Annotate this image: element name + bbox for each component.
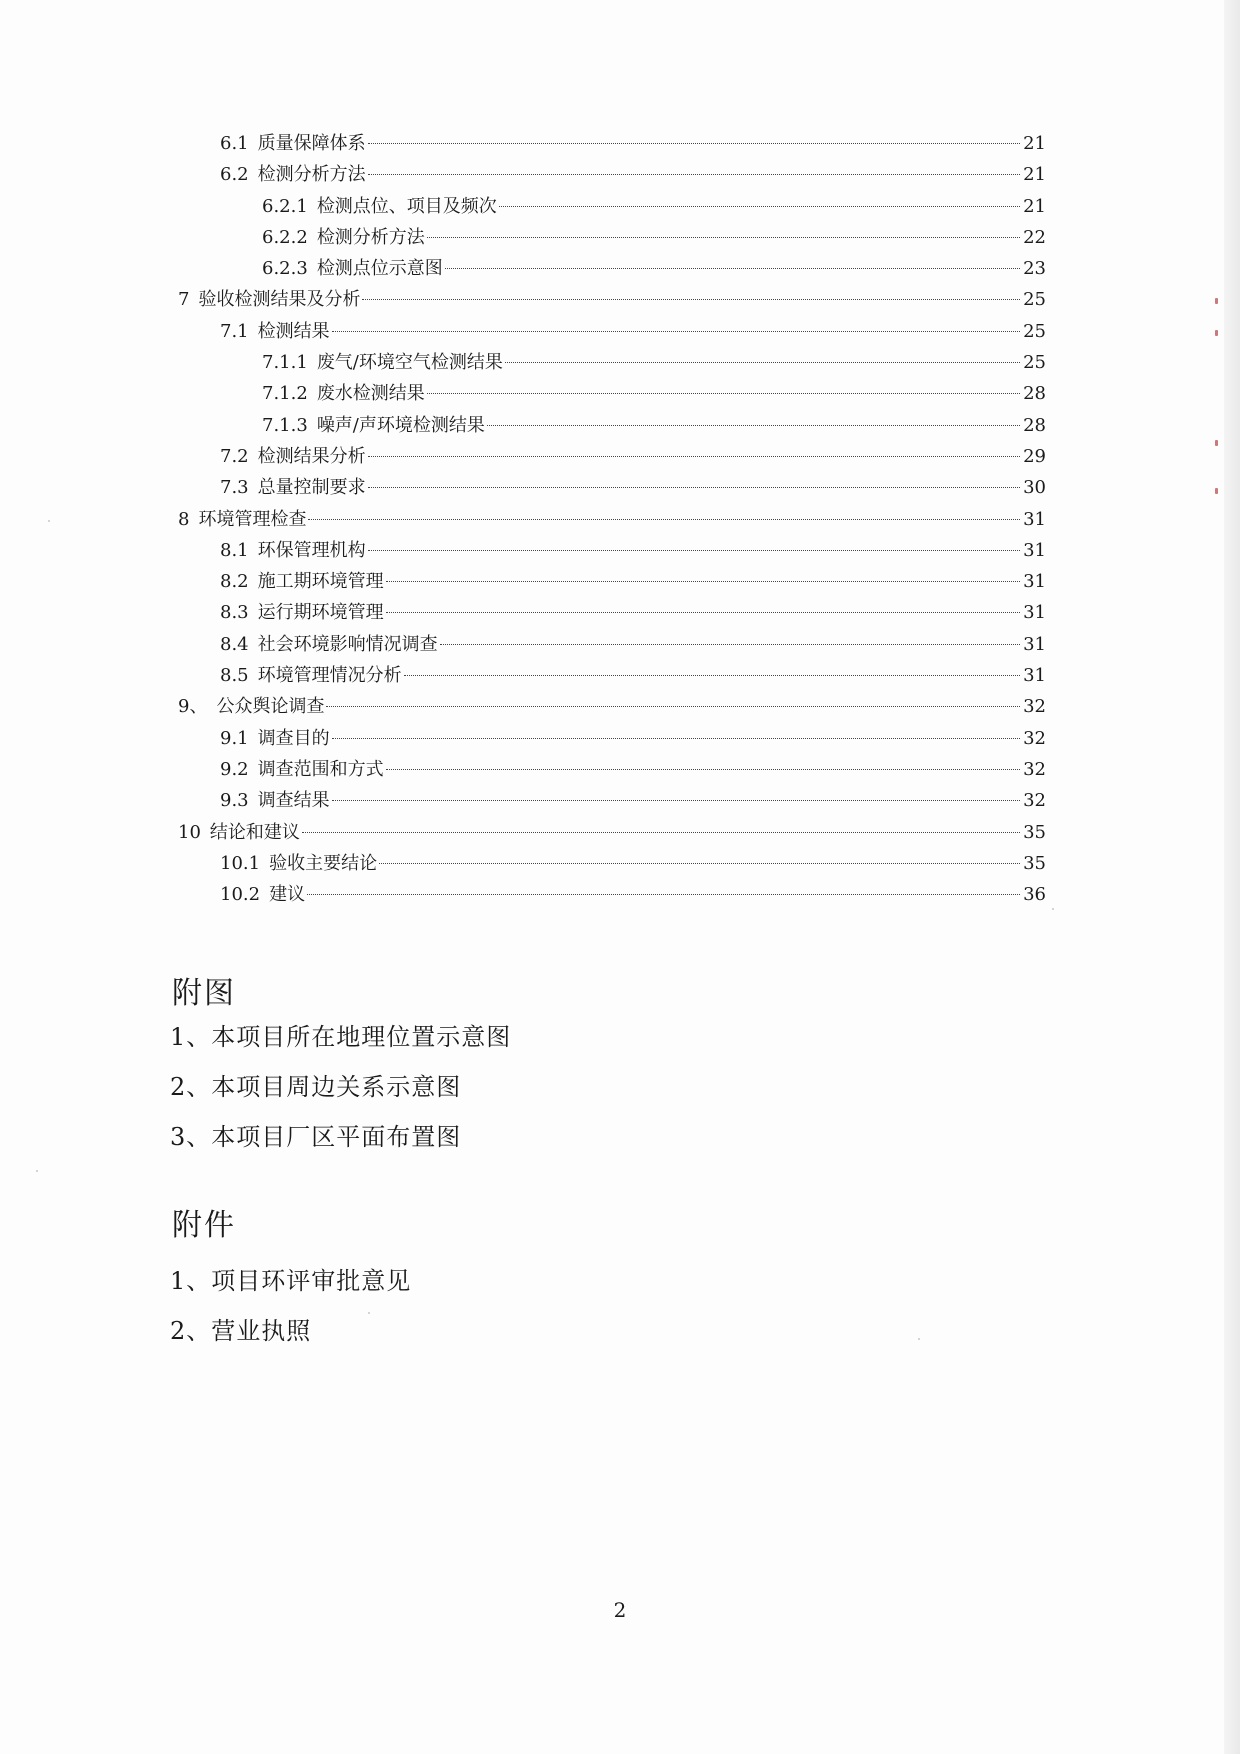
toc-entry[interactable]	[178, 316, 1046, 347]
toc-entry-title: 检测点位、项目及频次	[316, 195, 497, 217]
toc-entry-number: 6.1	[220, 133, 249, 154]
toc-entry[interactable]	[178, 222, 1046, 253]
toc-entry-page: 22	[1023, 226, 1046, 248]
toc-entry-title: 废水检测结果	[316, 383, 425, 405]
toc-entry-page: 31	[1023, 633, 1046, 655]
toc-entry[interactable]	[178, 629, 1046, 660]
toc-entry[interactable]	[178, 817, 1046, 848]
scan-edge	[1224, 0, 1240, 1754]
scan-speck	[36, 1170, 38, 1172]
toc-entry-page: 32	[1023, 758, 1046, 780]
toc-dot-leader	[308, 519, 1020, 520]
stamp-fragment	[1215, 330, 1218, 336]
toc-entry[interactable]	[178, 723, 1046, 754]
toc-entry-number: 8.5	[220, 665, 249, 687]
toc-entry-number: 10.2	[220, 884, 261, 906]
toc-entry-page: 35	[1023, 852, 1046, 874]
toc-entry-page: 21	[1023, 133, 1046, 154]
toc-dot-leader	[368, 174, 1020, 175]
toc-entry-title: 质量保障体系	[257, 133, 366, 154]
toc-entry-page: 31	[1023, 539, 1046, 561]
toc-dot-leader	[368, 550, 1020, 551]
toc-entry-title: 检测结果分析	[257, 445, 366, 467]
toc-entry[interactable]	[178, 597, 1046, 628]
toc-dot-leader	[307, 894, 1020, 895]
scan-speck	[368, 1312, 370, 1314]
toc-entry-page: 32	[1023, 696, 1046, 718]
toc-entry-number: 7	[178, 289, 190, 311]
toc-entry[interactable]	[178, 472, 1046, 503]
toc-entry-title: 环境管理检查	[198, 508, 307, 530]
toc-entry-title: 运行期环境管理	[257, 602, 384, 624]
figure-list-item: 3、本项目厂区平面布置图	[170, 1123, 462, 1151]
toc-entry[interactable]	[178, 660, 1046, 691]
toc-entry-number: 7.3	[220, 477, 249, 499]
toc-entry[interactable]	[178, 535, 1046, 566]
toc-entry[interactable]	[178, 879, 1046, 910]
toc-dot-leader	[427, 237, 1020, 238]
toc-entry-number: 9、	[178, 696, 208, 718]
toc-entry-title: 验收主要结论	[269, 852, 378, 874]
toc-entry[interactable]	[178, 566, 1046, 597]
toc-entry[interactable]	[178, 441, 1046, 472]
scan-speck	[918, 1338, 920, 1340]
toc-entry[interactable]	[178, 691, 1046, 722]
toc-dot-leader	[386, 769, 1020, 770]
stamp-fragment	[1215, 298, 1218, 304]
figures-list	[170, 1012, 511, 1162]
toc-entry-page: 31	[1023, 571, 1046, 593]
toc-entry-number: 8.2	[220, 571, 249, 593]
toc-entry-page: 28	[1023, 414, 1046, 436]
toc-entry-page: 21	[1023, 164, 1046, 186]
toc-dot-leader	[505, 362, 1020, 363]
toc-dot-leader	[379, 863, 1020, 864]
toc-entry-page: 21	[1023, 195, 1046, 217]
toc-entry-page: 25	[1023, 352, 1046, 374]
attachments-list	[170, 1256, 411, 1356]
scan-speck	[48, 520, 50, 522]
toc-entry-page: 31	[1023, 665, 1046, 687]
toc-dot-leader	[427, 393, 1020, 394]
page-number: 2	[613, 1598, 627, 1622]
table-of-contents	[178, 128, 1046, 910]
toc-entry-number: 9.1	[220, 727, 249, 749]
toc-entry[interactable]	[178, 284, 1046, 315]
toc-dot-leader	[445, 268, 1020, 269]
toc-dot-leader	[302, 832, 1020, 833]
toc-entry-title: 调查结果	[257, 790, 330, 812]
toc-entry-number: 6.2.1	[262, 195, 308, 217]
toc-entry-page: 35	[1023, 821, 1046, 843]
toc-dot-leader	[332, 800, 1020, 801]
toc-entry-title: 检测结果	[257, 320, 330, 342]
toc-entry-page: 31	[1023, 602, 1046, 624]
toc-entry[interactable]	[178, 159, 1046, 190]
toc-dot-leader	[386, 581, 1020, 582]
toc-entry[interactable]	[178, 128, 1046, 159]
toc-dot-leader	[404, 675, 1020, 676]
toc-entry-number: 6.2	[220, 164, 249, 186]
toc-dot-leader	[326, 706, 1020, 707]
toc-entry-number: 8.1	[220, 539, 249, 561]
toc-dot-leader	[386, 612, 1020, 613]
toc-entry[interactable]	[178, 754, 1046, 785]
toc-entry-page: 29	[1023, 445, 1046, 467]
stamp-fragment	[1215, 488, 1218, 494]
stamp-fragment	[1215, 440, 1218, 446]
toc-entry-page: 32	[1023, 727, 1046, 749]
toc-entry-number: 9.2	[220, 758, 249, 780]
toc-entry[interactable]	[178, 191, 1046, 222]
toc-entry-number: 7.2	[220, 445, 249, 467]
scan-speck	[1052, 908, 1054, 910]
toc-entry-title: 结论和建议	[209, 821, 300, 843]
attachment-list-item: 2、营业执照	[170, 1317, 312, 1345]
figure-list-item: 1、本项目所在地理位置示意图	[170, 1023, 512, 1051]
attachments-heading: 附件	[172, 1208, 236, 1243]
toc-dot-leader	[487, 425, 1020, 426]
toc-entry-page: 25	[1023, 320, 1046, 342]
toc-entry-page: 28	[1023, 383, 1046, 405]
toc-entry[interactable]	[178, 253, 1046, 284]
toc-entry-number: 10.1	[220, 852, 261, 874]
toc-entry-title: 检测分析方法	[316, 226, 425, 248]
toc-entry-number: 10	[178, 821, 201, 843]
toc-entry-page: 36	[1023, 884, 1046, 906]
toc-entry-page: 32	[1023, 790, 1046, 812]
toc-entry-number: 7.1.1	[262, 352, 308, 374]
toc-dot-leader	[499, 206, 1020, 207]
toc-entry-number: 7.1.3	[262, 414, 308, 436]
toc-entry-number: 8	[178, 508, 190, 530]
toc-dot-leader	[368, 456, 1020, 457]
toc-entry-number: 6.2.2	[262, 226, 308, 248]
toc-entry-title: 建议	[269, 884, 306, 906]
toc-entry-title: 废气/环境空气检测结果	[316, 352, 503, 374]
toc-entry-number: 6.2.3	[262, 258, 308, 280]
toc-entry-title: 检测分析方法	[257, 164, 366, 186]
toc-entry-title: 公众舆论调查	[216, 696, 325, 718]
toc-entry-title: 噪声/声环境检测结果	[316, 414, 485, 436]
toc-dot-leader	[362, 299, 1020, 300]
toc-entry-title: 检测点位示意图	[316, 258, 443, 280]
toc-entry-title: 环境管理情况分析	[257, 665, 402, 687]
toc-entry[interactable]	[178, 848, 1046, 879]
toc-entry-number: 8.3	[220, 602, 249, 624]
toc-entry[interactable]	[178, 410, 1046, 441]
toc-dot-leader	[332, 331, 1020, 332]
figures-heading: 附图	[172, 976, 236, 1011]
toc-dot-leader	[332, 738, 1020, 739]
toc-entry-title: 调查目的	[257, 727, 330, 749]
toc-entry-title: 总量控制要求	[257, 477, 366, 499]
toc-entry-title: 调查范围和方式	[257, 758, 384, 780]
toc-entry[interactable]	[178, 378, 1046, 409]
toc-dot-leader	[440, 644, 1020, 645]
toc-entry-page: 31	[1023, 508, 1046, 530]
toc-entry-number: 7.1.2	[262, 383, 308, 405]
toc-entry[interactable]	[178, 347, 1046, 378]
toc-entry-page: 25	[1023, 289, 1046, 311]
toc-entry-page: 30	[1023, 477, 1046, 499]
toc-entry-page: 23	[1023, 258, 1046, 280]
toc-entry-number: 9.3	[220, 790, 249, 812]
toc-entry-number: 8.4	[220, 633, 249, 655]
toc-entry-title: 环保管理机构	[257, 539, 366, 561]
toc-entry-title: 施工期环境管理	[257, 571, 384, 593]
toc-entry-title: 社会环境影响情况调查	[257, 633, 438, 655]
toc-entry-number: 7.1	[220, 320, 249, 342]
figure-list-item: 2、本项目周边关系示意图	[170, 1073, 462, 1101]
toc-entry-title: 验收检测结果及分析	[198, 289, 361, 311]
toc-entry[interactable]	[178, 785, 1046, 816]
toc-entry[interactable]	[178, 504, 1046, 535]
attachment-list-item: 1、项目环评审批意见	[170, 1267, 412, 1295]
toc-dot-leader	[368, 143, 1020, 144]
toc-dot-leader	[368, 487, 1020, 488]
